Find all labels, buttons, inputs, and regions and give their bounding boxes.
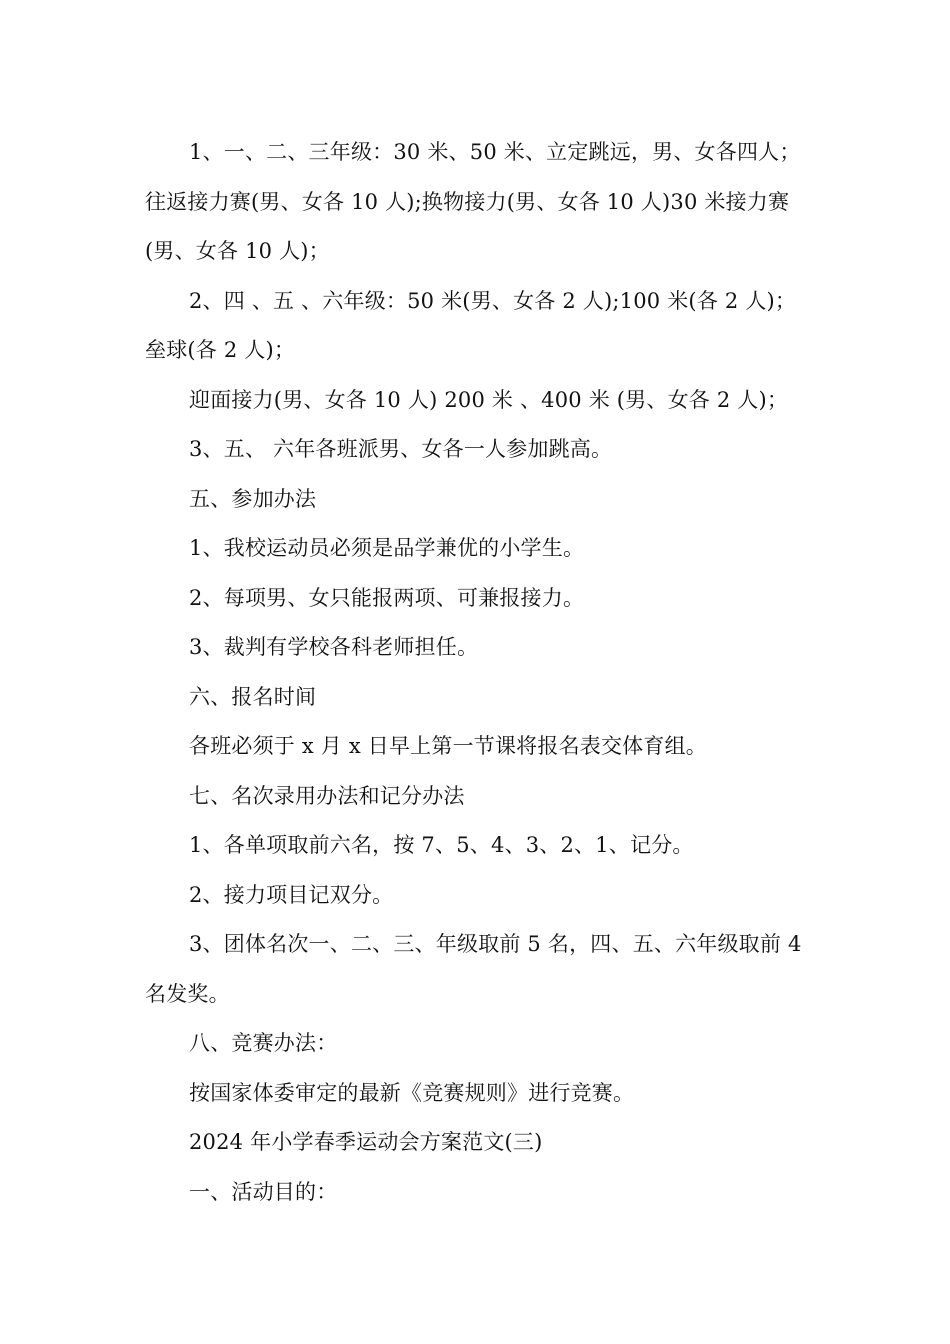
paragraph-scoring-2: 2、接力项目记双分。 — [189, 882, 394, 907]
paragraph-registration: 各班必须于 x 月 x 日早上第一节课将报名表交体育组。 — [189, 734, 707, 758]
heading-participation: 五、参加办法 — [189, 486, 317, 511]
paragraph-high-jump: 3、五、 六年各班派男、女各一人参加跳高。 — [189, 437, 613, 461]
paragraph-scoring-1: 1、各单项取前六名，按 7、5、4、3、2、1、记分。 — [189, 833, 694, 857]
heading-ranking-scoring: 七、名次录用办法和记分办法 — [189, 783, 465, 808]
document-body — [145, 128, 810, 1217]
heading-activity-purpose: 一、活动目的： — [189, 1179, 338, 1204]
paragraph-grade-4-6-events: 2、四 、五 、六年级：50 米(男、女各 2 人);100 米(各 2 人)；垒球(各 2 人)； — [145, 288, 797, 362]
paragraph-competition-rules: 按国家体委审定的最新《竞赛规则》进行竞赛。 — [189, 1080, 635, 1105]
paragraph-participation-2: 2、每项男、女只能报两项、可兼报接力。 — [189, 585, 585, 610]
paragraph-participation-3: 3、裁判有学校各科老师担任。 — [189, 635, 479, 659]
paragraph-participation-1: 1、我校运动员必须是品学兼优的小学生。 — [189, 536, 585, 560]
paragraph-grade-1-3-events: 1、一、二、三年级：30 米、50 米、立定跳远，男、女各四人；往返接力赛(男、女各 10 人);换物接力(男、女各 10 人)30 米接力赛(男、女各 10 人)； — [145, 140, 801, 263]
heading-registration-time: 六、报名时间 — [189, 684, 317, 709]
section-title-plan-three: 2024 年小学春季运动会方案范文(三) — [189, 1130, 543, 1154]
paragraph-relay-events: 迎面接力(男、女各 10 人) 200 米 、400 米 (男、女各 2 人)； — [189, 387, 789, 412]
paragraph-scoring-3: 3、团体名次一、二、三、年级取前 5 名，四、五、六年级取前 4 名发奖。 — [145, 932, 802, 1006]
heading-competition-method: 八、竞赛办法： — [189, 1031, 338, 1055]
